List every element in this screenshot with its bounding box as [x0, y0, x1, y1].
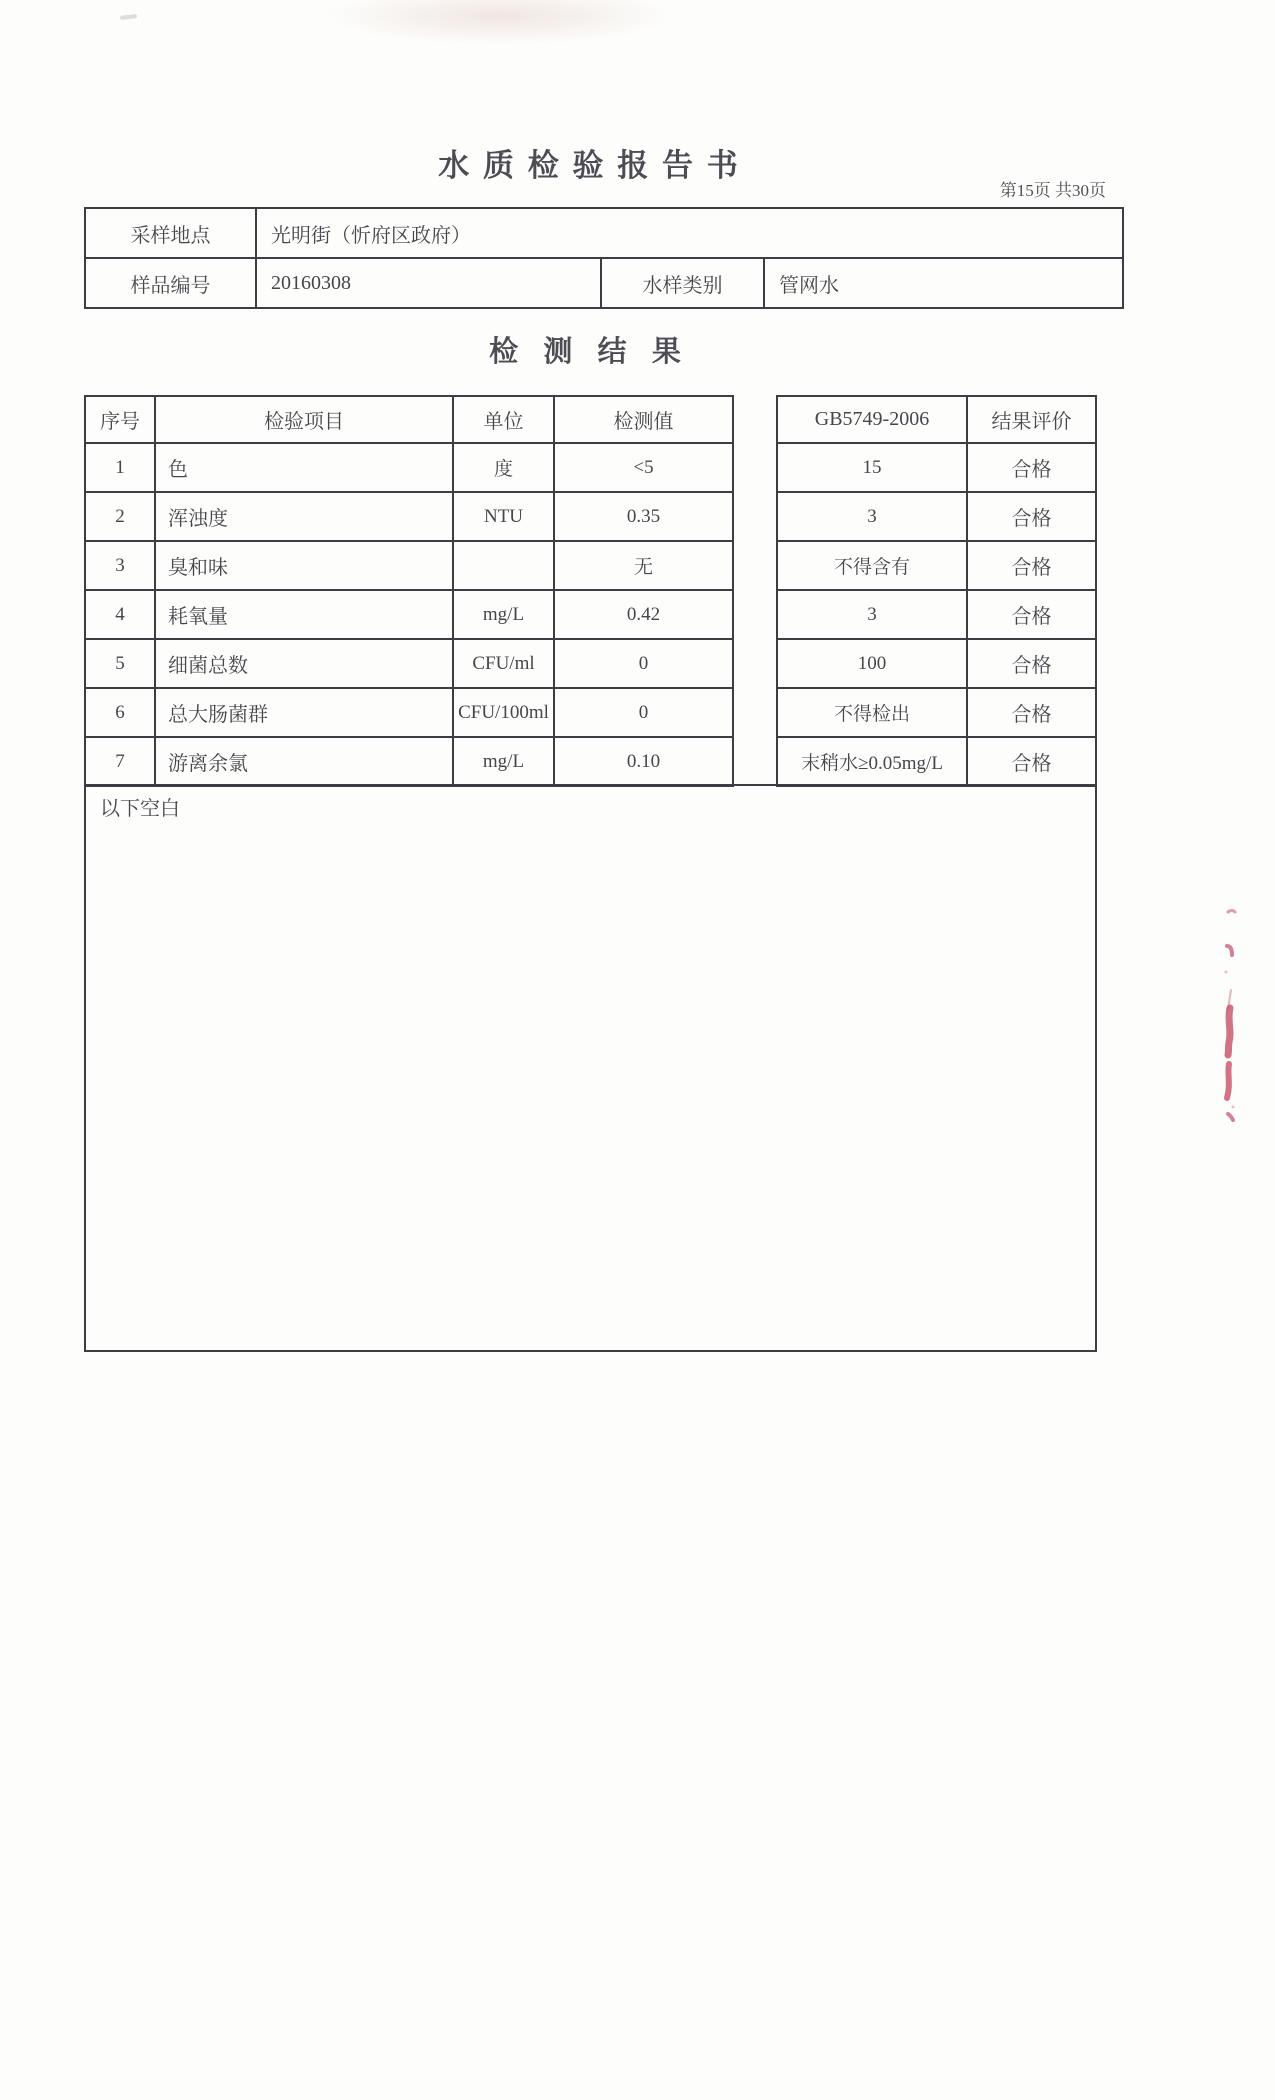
results-table-left — [84, 395, 734, 787]
table-row — [777, 492, 1096, 541]
results-table-right — [776, 395, 1097, 787]
red-pen-marks-icon — [1218, 902, 1244, 1132]
row-value: 0 — [554, 639, 733, 688]
row-evaluation: 合格 — [967, 737, 1096, 786]
row-unit: mg/L — [453, 737, 554, 786]
row-standard: 3 — [777, 492, 967, 541]
row-evaluation: 合格 — [967, 639, 1096, 688]
table-row — [777, 688, 1096, 737]
row-evaluation: 合格 — [967, 492, 1096, 541]
table-row — [777, 590, 1096, 639]
row-unit: mg/L — [453, 590, 554, 639]
row-value: 0 — [554, 688, 733, 737]
row-value: 无 — [554, 541, 733, 590]
section-title-test-results: 检 测 结 果 — [489, 336, 690, 368]
row-evaluation: 合格 — [967, 443, 1096, 492]
column-header-unit: 单位 — [453, 396, 554, 443]
row-value: 0.35 — [554, 492, 733, 541]
row-item: 色 — [155, 443, 453, 492]
column-header-index: 序号 — [85, 396, 155, 443]
row-unit: 度 — [453, 443, 554, 492]
scan-smudge — [320, 0, 680, 46]
water-type-label: 水样类别 — [601, 258, 764, 308]
row-unit: NTU — [453, 492, 554, 541]
report-title: 水 质 检 验 报 告 书 — [438, 148, 741, 183]
row-evaluation: 合格 — [967, 590, 1096, 639]
water-type-value: 管网水 — [764, 258, 1123, 308]
row-index: 2 — [85, 492, 155, 541]
row-value: <5 — [554, 443, 733, 492]
row-value: 0.10 — [554, 737, 733, 786]
column-header-evaluation: 结果评价 — [967, 396, 1096, 443]
row-unit: CFU/100ml — [453, 688, 554, 737]
row-standard: 3 — [777, 590, 967, 639]
page-number-note: 第15页 共30页 — [999, 181, 1106, 200]
table-header-row — [85, 396, 733, 443]
row-standard: 15 — [777, 443, 967, 492]
table-row — [777, 541, 1096, 590]
row-standard: 不得检出 — [777, 688, 967, 737]
table-row — [85, 541, 733, 590]
row-evaluation: 合格 — [967, 688, 1096, 737]
table-row — [85, 258, 1123, 308]
table-row — [85, 590, 733, 639]
table-row — [85, 737, 733, 786]
table-row — [777, 443, 1096, 492]
row-item: 总大肠菌群 — [155, 688, 453, 737]
sample-number-value: 20160308 — [256, 258, 601, 308]
table-row — [777, 639, 1096, 688]
sample-info-table — [84, 207, 1124, 309]
row-index: 7 — [85, 737, 155, 786]
row-unit: CFU/ml — [453, 639, 554, 688]
row-item: 浑浊度 — [155, 492, 453, 541]
table-row — [777, 737, 1096, 786]
column-header-item: 检验项目 — [155, 396, 453, 443]
table-row — [85, 492, 733, 541]
row-unit — [453, 541, 554, 590]
column-header-standard: GB5749-2006 — [777, 396, 967, 443]
scan-pencil-mark — [120, 14, 137, 20]
table-row — [85, 639, 733, 688]
sampling-location-value: 光明街（忻府区政府） — [256, 208, 1123, 258]
row-item: 臭和味 — [155, 541, 453, 590]
row-index: 6 — [85, 688, 155, 737]
sample-number-label: 样品编号 — [85, 258, 256, 308]
row-index: 5 — [85, 639, 155, 688]
row-evaluation: 合格 — [967, 541, 1096, 590]
sampling-location-label: 采样地点 — [85, 208, 256, 258]
column-header-value: 检测值 — [554, 396, 733, 443]
row-item: 游离余氯 — [155, 737, 453, 786]
row-standard: 不得含有 — [777, 541, 967, 590]
row-item: 耗氧量 — [155, 590, 453, 639]
row-item: 细菌总数 — [155, 639, 453, 688]
table-header-row — [777, 396, 1096, 443]
row-standard: 末稍水≥0.05mg/L — [777, 737, 967, 786]
row-standard: 100 — [777, 639, 967, 688]
row-index: 3 — [85, 541, 155, 590]
row-index: 4 — [85, 590, 155, 639]
table-row — [85, 443, 733, 492]
table-row — [85, 208, 1123, 258]
row-index: 1 — [85, 443, 155, 492]
table-row — [85, 688, 733, 737]
row-value: 0.42 — [554, 590, 733, 639]
blank-below-label: 以下空白 — [100, 798, 180, 820]
blank-remarks-box — [84, 784, 1097, 1352]
